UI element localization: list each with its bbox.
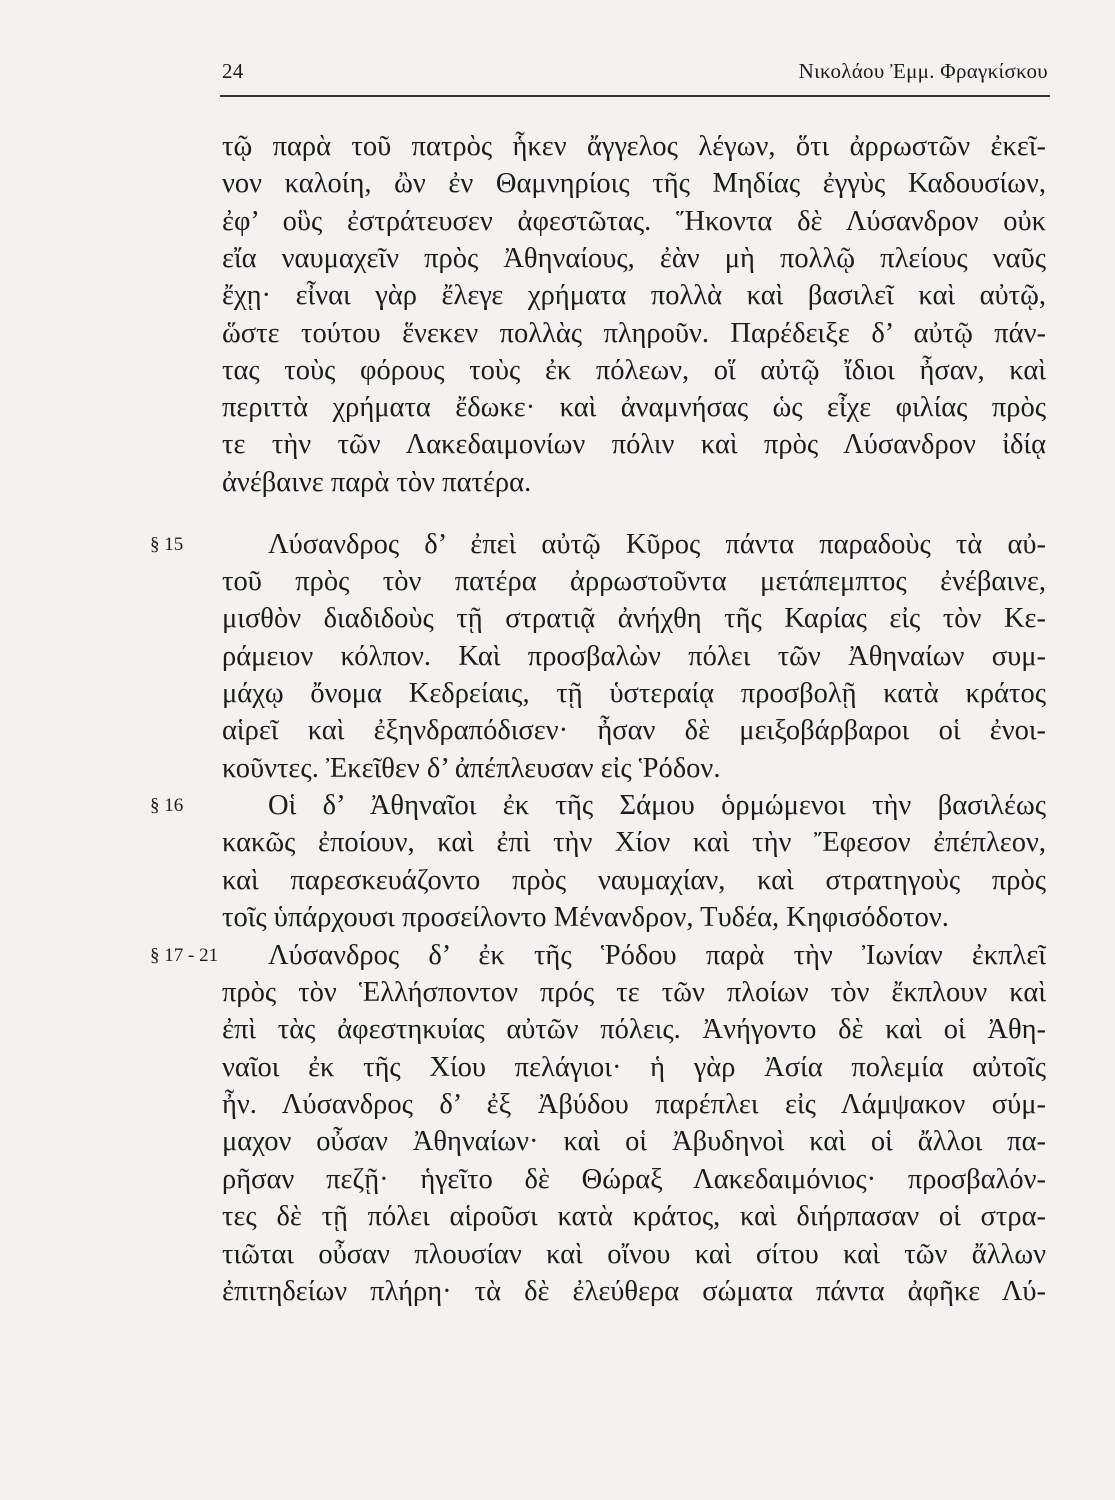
- text-line: καὶ παρεσκευάζοντο πρὸς ναυμαχίαν, καὶ στρατηγοὺς πρὸς: [222, 865, 1046, 896]
- text-line: μισθὸν διαδιδοὺς τῇ στρατιᾷ ἀνήχθη τῆς Καρίας εἰς τὸν Κε-: [222, 603, 1046, 634]
- text-line: τοῦ πρὸς τὸν πατέρα ἀρρωστοῦντα μετάπεμπτος ἐνέβαινε,: [222, 566, 1046, 597]
- text-line: τε τὴν τῶν Λακεδαιμονίων πόλιν καὶ πρὸς Λύσανδρον ἰδίᾳ: [222, 429, 1046, 460]
- text-line: κοῦντες. Ἐκεῖθεν δ’ ἀπέπλευσαν εἰς Ῥόδον.: [222, 753, 721, 784]
- text-line: μάχῳ ὄνομα Κεδρείαις, τῇ ὑστεραίᾳ προσβολῇ κατὰ κράτος: [222, 678, 1046, 709]
- text-line: ράμειον κόλπον. Καὶ προσβαλὼν πόλει τῶν Ἀθηναίων συμ-: [222, 641, 1046, 672]
- running-title: Νικολάου Ἐμμ. Φραγκίσκου: [798, 59, 1048, 83]
- text-line: τας τοὺς φόρους τοὺς ἐκ πόλεων, οἵ αὐτῷ ἴδιοι ἦσαν, καὶ: [222, 355, 1046, 386]
- text-line: εἴα ναυμαχεῖν πρὸς Ἀθηναίους, ἐὰν μὴ πολλῷ πλείους ναῦς: [222, 243, 1046, 274]
- text-line: περιττὰ χρήματα ἔδωκε· καὶ ἀναμνήσας ὡς εἶχε φιλίας πρὸς: [222, 392, 1046, 423]
- text-line: ὥστε τούτου ἕνεκεν πολλὰς πληροῦν. Παρέδειξε δ’ αὐτῷ πάν-: [222, 318, 1046, 349]
- section-marker-17-21: § 17 - 21: [150, 945, 219, 966]
- text-line: τιῶται οὖσαν πλουσίαν καὶ οἴνου καὶ σίτου καὶ τῶν ἄλλων: [222, 1239, 1046, 1270]
- text-line: κακῶς ἐποίουν, καὶ ἐπὶ τὴν Χίον καὶ τὴν Ἔφεσον ἐπέπλεον,: [222, 827, 1046, 858]
- text-line: πρὸς τὸν Ἑλλήσποντον πρός τε τῶν πλοίων τὸν ἔκπλουν καὶ: [222, 977, 1046, 1008]
- body-text: [222, 0, 1046, 1500]
- text-line: ἔχῃ· εἶναι γὰρ ἔλεγε χρήματα πολλὰ καὶ βασιλεῖ καὶ αὐτῷ,: [222, 280, 1046, 311]
- text-line: ἦν. Λύσανδρος δ’ ἐξ Ἀβύδου παρέπλει εἰς Λάμψακον σύμ-: [222, 1089, 1046, 1120]
- text-line: αἱρεῖ καὶ ἐξηνδραπόδισεν· ἦσαν δὲ μειξοβάρβαροι οἱ ἐνοι-: [222, 715, 1046, 746]
- page-number: 24: [222, 59, 244, 83]
- text-line: ναῖοι ἐκ τῆς Χίου πελάγιοι· ἡ γὰρ Ἀσία πολεμία αὐτοῖς: [222, 1052, 1046, 1083]
- text-line: ρῆσαν πεζῇ· ἡγεῖτο δὲ Θώραξ Λακεδαιμόνιος· προσβαλόν-: [222, 1164, 1046, 1195]
- text-line: ἐπὶ τὰς ἀφεστηκυίας αὐτῶν πόλεις. Ἀνήγοντο δὲ καὶ οἱ Ἀθη-: [222, 1014, 1046, 1045]
- text-line: ἀνέβαινε παρὰ τὸν πατέρα.: [222, 467, 532, 498]
- text-line: ἐπιτηδείων πλήρη· τὰ δὲ ἐλεύθερα σώματα πάντα ἀφῆκε Λύ-: [222, 1276, 1046, 1307]
- section-marker-16: § 16: [150, 795, 184, 816]
- text-line: Λύσανδρος δ’ ἐκ τῆς Ῥόδου παρὰ τὴν Ἰωνίαν ἐκπλεῖ: [268, 940, 1046, 971]
- text-line: ἐφ’ οὓς ἐστράτευσεν ἀφεστῶτας. Ἥκοντα δὲ Λύσανδρον οὐκ: [222, 206, 1046, 237]
- text-line: νον καλοίη, ὢν ἐν Θαμνηρίοις τῆς Μηδίας ἐγγὺς Καδουσίων,: [222, 168, 1046, 199]
- text-line: Λύσανδρος δ’ ἐπεὶ αὐτῷ Κῦρος πάντα παραδοὺς τὰ αὐ-: [268, 529, 1046, 560]
- text-line: μαχον οὖσαν Ἀθηναίων· καὶ οἱ Ἀβυδηνοὶ καὶ οἱ ἄλλοι πα-: [222, 1126, 1046, 1157]
- text-line: τῷ παρὰ τοῦ πατρὸς ἧκεν ἄγγελος λέγων, ὅτι ἀρρωστῶν ἐκεῖ-: [222, 131, 1046, 162]
- section-marker-15: § 15: [150, 534, 184, 555]
- text-line: τοῖς ὑπάρχουσι προσείλοντο Μένανδρον, Τυδέα, Κηφισόδοτον.: [222, 902, 949, 933]
- text-line: Οἱ δ’ Ἀθηναῖοι ἐκ τῆς Σάμου ὁρμώμενοι τὴν βασιλέως: [268, 790, 1046, 821]
- text-line: τες δὲ τῇ πόλει αἱροῦσι κατὰ κράτος, καὶ διήρπασαν οἱ στρα-: [222, 1201, 1046, 1232]
